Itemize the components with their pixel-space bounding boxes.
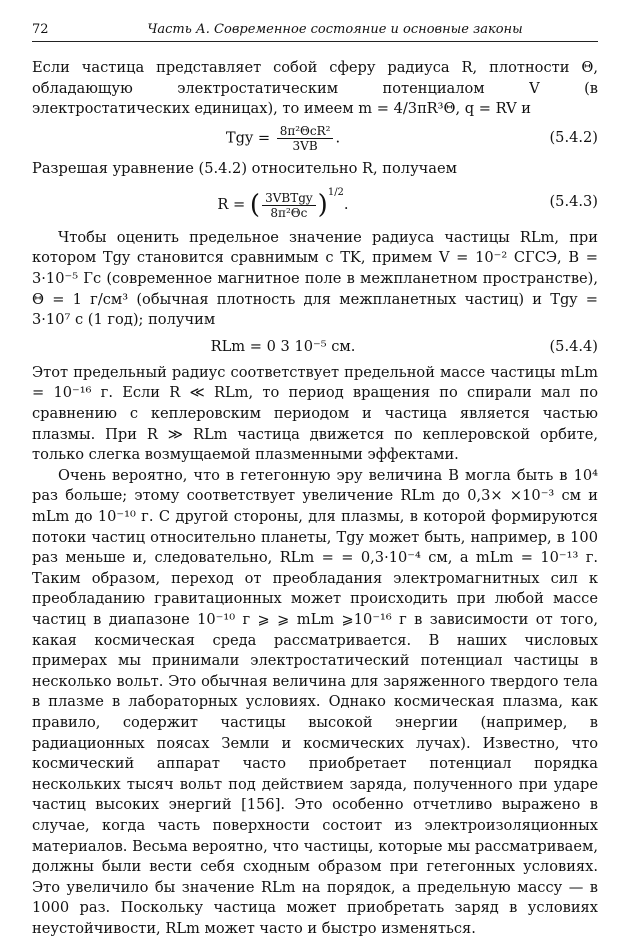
book-page [32, 22, 598, 939]
paragraph-5: Очень вероятно, что в гетегонную эру величина B могла быть в 10⁴ раз больше; этому соответствует увеличение RLm до 0,3× ×10⁻³ см и mLm до 10⁻¹⁰ г. С другой стороны, для плазмы, в которой формируются потоки частиц относительно планеты, Tgy может быть, например, в 100 раз меньше и, следовательно, RLm = = 0,3·10⁻⁴ см, а mLm = 10⁻¹³ г. Таким образом, переход от преобладания электромагнитных сил к преобладанию гравитационных может происходить при любой массе частиц в диапазоне 10⁻¹⁰ г ⩾ ⩾ mLm ⩾10⁻¹⁶ г в зависимости от того, какая космическая среда рассматривается. В наших числовых примерах мы принимали электростатический потенциал частицы в несколько вольт. Это обычная величина для заряженного твердого тела в плазме в лабораторных условиях. Однако космическая плазма, как правило, содержит частицы высокой энергии (например, в радиационных поясах Земли и космических лучах). Известно, что космический аппарат часто приобретает потенциал порядка нескольких тысяч вольт под действием заряда, полученного при ударе частиц высоких энергий [156]. Это особенно отчетливо выражено в случае, когда часть поверхности состоит из электроизоляционных материалов. Весьма вероятно, что частицы, которые мы рассматриваем, должны были вести себя сходным образом при гетегонных условиях. Это увеличило бы значение RLm на порядок, а предельную массу — в 1000 раз. Поскольку частица может приобретать заряд в условиях неустойчивости, RLm может часто и быстро изменяться. [32, 466, 598, 937]
eq1-numerator: 8π²ΘcR² [277, 124, 334, 139]
equation-5-4-3: R = ( $\frac{\text{3VBTgy}}{\text{8π²Θc}}$ )$^{1/2}$. (5.4.3) [217, 187, 598, 221]
eq2-lhs: R = [217, 196, 246, 214]
paragraph-2: Разрешая уравнение (5.4.2) относительно R, получаем [32, 159, 457, 177]
eq1-tail: . [335, 129, 341, 147]
eq2-numerator: 3VBTgy [262, 191, 316, 206]
eq1-number: (5.4.2) [549, 129, 598, 147]
eq2-number: (5.4.3) [549, 192, 598, 210]
eq2-tail: . [343, 196, 349, 214]
equation-5-4-4 [32, 337, 598, 357]
eq1-denominator: 3VB [292, 138, 318, 153]
paragraph-4: Этот предельный радиус соответствует предельной массе частицы mLm = 10⁻¹⁶ г. Если R ≪ RLm, то период вращения по спирали мал по сравнению с кеплеровским периодом и частица является частью плазмы. При R ≫ RLm частица движется по кеплеровской орбите, только слегка возмущаемой плазменными эффектами. [32, 363, 598, 464]
equation-5-4-2 [32, 124, 598, 153]
eq1-fraction [277, 124, 334, 153]
page-number: 72 [32, 22, 49, 37]
paragraph-1: Если частица представляет собой сферу радиуса R, плотности Θ, обладающую электростатическим потенциалом V (в электростатических единицах), то имеем m = 4/3πR³Θ, q = RV и [32, 59, 598, 118]
eq3-number: (5.4.4) [549, 337, 598, 355]
eq2-power: 1/2 [327, 187, 344, 199]
eq1-lhs: Tgy = [225, 129, 271, 147]
running-title: Часть А. Современное состояние и основные законы [147, 22, 523, 37]
paragraph-3: Чтобы оценить предельное значение радиуса частицы RLm, при котором Tgy становится сравнимым с TK, примем V = 10⁻² СГСЭ, B = 3·10⁻⁵ Гс (современное магнитное поле в межпланетном пространстве), Θ = 1 г/см³ (обычная плотность для межпланетных частиц) и Tgy = 3·10⁷ с (1 год); получим [32, 228, 598, 329]
running-header [32, 22, 598, 42]
eq2-fraction [262, 191, 316, 220]
eq3-body: RLm = 0 3 10⁻⁵ см. [210, 337, 356, 355]
eq2-denominator: 8π²Θc [270, 205, 308, 220]
